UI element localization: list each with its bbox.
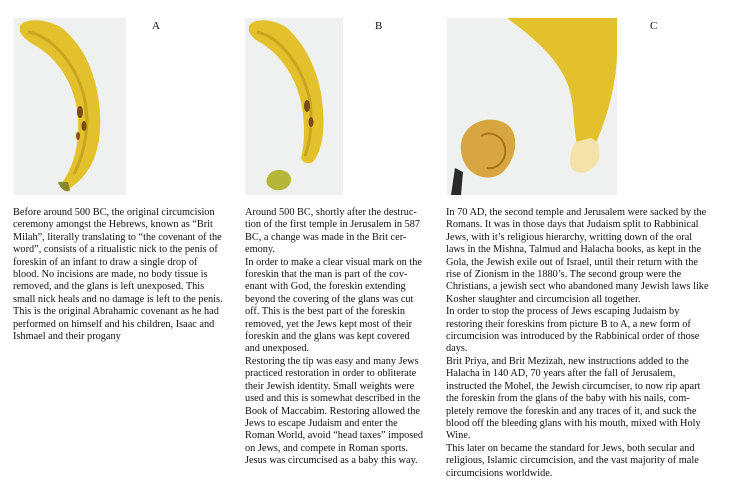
panel-text-c: In 70 AD, the second temple and Jerusalem were sacked by the Romans. It was in those days that Judaism split to Rabbinical Jews, with it’s religious hierarchy, writting down of the oral laws in the Mishna, Talmud and Halacha books, as kept in the Gola, the Jewish exile out of Israel, until their return with the rise of Zionism in the 1880’s. The second group were the Christians, a jewish sect who abandoned many Jewish laws like Kosher slaughter and circumcision all together. In order to stop the process of Jews escaping Judaism by restoring their foreskins from picture B to A, a new form of circumcision was introduced by the Rabbinical order of those days. Brit Priya, and Brit Mezizah, new instructions added to the Halacha in 140 AD, 70 years after the fall of Jerusalem, instructed the Mohel, the Jewish circumciser, to now rip apart the foreskin from the glans of the baby with his nails, com- pletely remove the foreskin and any traces of it, and suck the blood off the bleeding glans with his mouth, mixed with Holy Wine. This later on became the standard for Jews, both secular and religious, Islamic circumcision, and the vast majority of male circumcisions worldwide. xyxy=(446,207,709,479)
panel-label-c: C xyxy=(650,20,658,32)
banana-whole-illustration xyxy=(14,18,126,195)
panel-label-a: A xyxy=(152,20,160,32)
photo-banana-c xyxy=(447,18,617,195)
panel-text-b: Around 500 BC, shortly after the destruc- tion of the first temple in Jerusalem in 587 BC, a change was made in the Brit cer- emony. In order to make a clear visual mark on the foreskin that the man is part of the cov- enant with God, the foreskin extending beyond the covering of the glans was cut off. This is the best part of the foreskin removed, yet the Jews kept most of their foreskin and the glans was kept covered and unexposed. Restoring the tip was easy and many Jews practiced restoration in order to obliterate their Jewish identity. Small weights were used and this is somewhat described in the Book of Maccabim. Restoring allowed the Jews to escape Judaism and enter the Roman World, avoid “head taxes” imposed on Jews, and compete in Roman sports. Jesus was circumcised as a baby this way. xyxy=(245,207,423,467)
photo-banana-b xyxy=(245,18,343,195)
photo-banana-a xyxy=(14,18,126,195)
panel-text-a: Before around 500 BC, the original circumcision ceremony amongst the Hebrews, known as “Brit Milah”, literally translating to “the covenant of the word”, consists of a ritualistic nick to the penis of foreskin of an infant to draw a single drop of blood. No incisions are made, no body tissue is removed, and the glans is left unexposed. This small nick heals and no damage is left to the penis. This is the original Abrahamic covenant as he had performed on himself and his children, Isaac and Ishmael and their progany xyxy=(13,207,223,343)
banana-tip-cut-illustration xyxy=(245,18,343,195)
banana-peeled-illustration xyxy=(447,18,617,195)
panel-label-b: B xyxy=(375,20,383,32)
